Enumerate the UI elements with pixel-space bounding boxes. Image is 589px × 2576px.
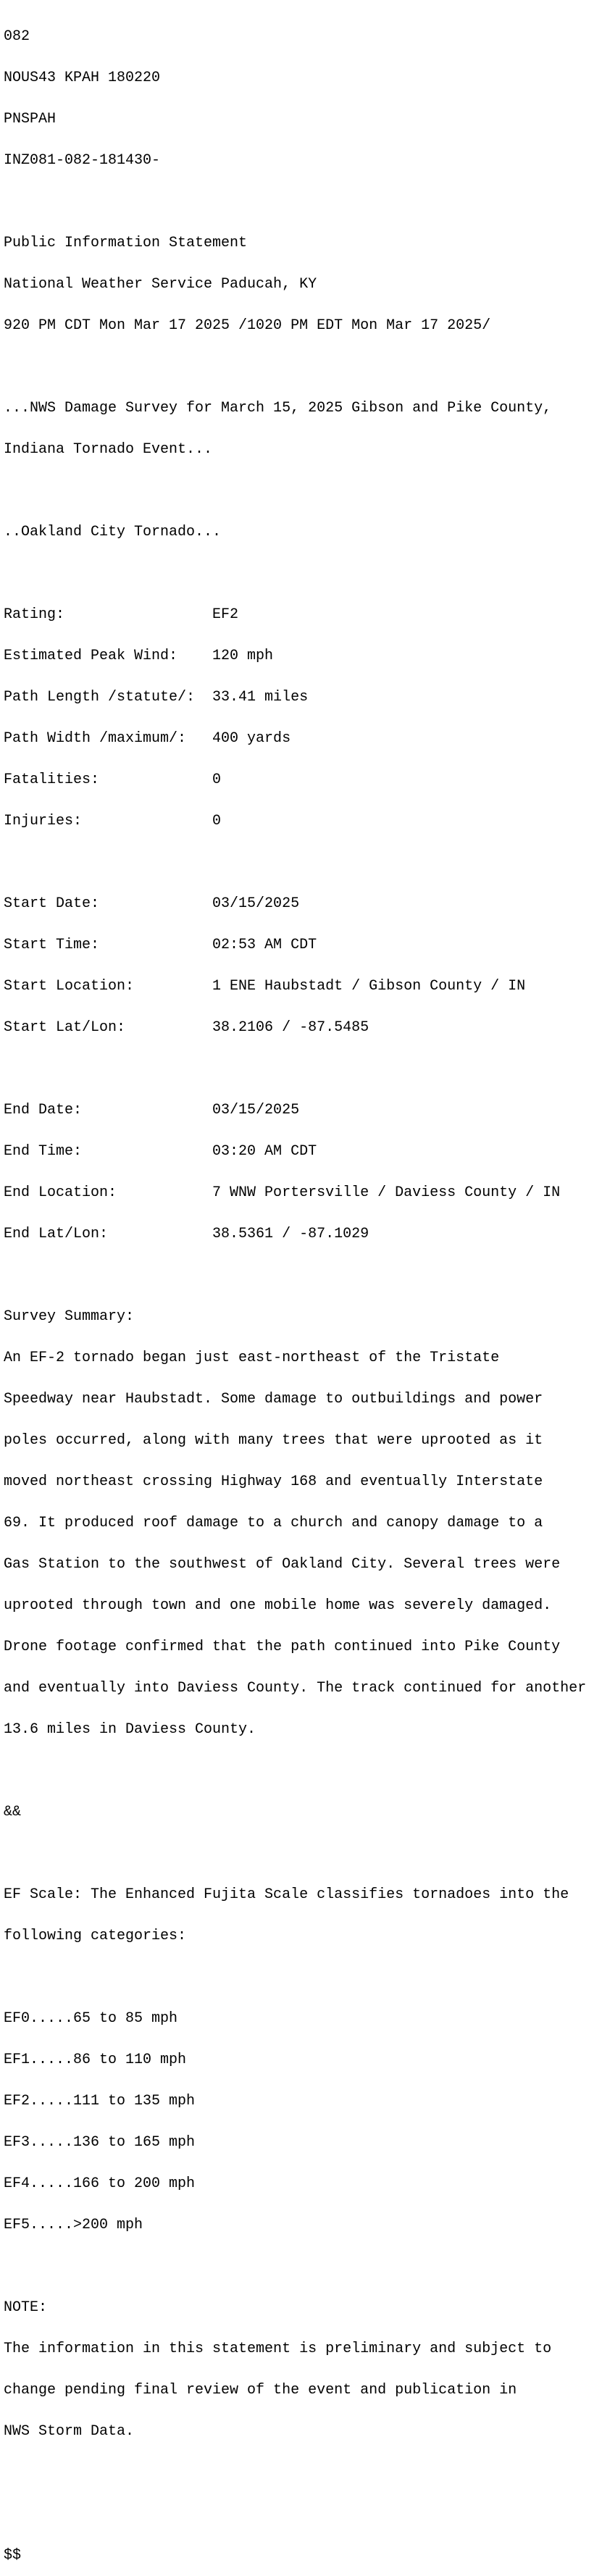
injuries-row: Injuries: 0 [4, 813, 222, 829]
product-sequence: 082 [4, 28, 30, 45]
rating-row: Rating: EF2 [4, 606, 239, 623]
issuing-office: National Weather Service Paducah, KY [4, 276, 317, 293]
ugc-line: INZ081-082-181430- [4, 152, 161, 169]
survey-line: 13.6 miles in Daviess County. [4, 1721, 256, 1738]
ef-scale-row: EF2.....111 to 135 mph [4, 2093, 196, 2109]
headline-line: Indiana Tornado Event... [4, 441, 213, 458]
start-date-row: Start Date: 03/15/2025 [4, 895, 300, 912]
note-line: The information in this statement is preliminary and subject to [4, 2341, 552, 2357]
ef-scale-row: EF4.....166 to 200 mph [4, 2175, 196, 2192]
blank-line [4, 2466, 589, 2480]
blank-line [4, 566, 589, 580]
event-name: ..Oakland City Tornado... [4, 524, 222, 540]
end-latlon-row: End Lat/Lon: 38.5361 / -87.1029 [4, 1226, 369, 1242]
ef-scale-intro: EF Scale: The Enhanced Fujita Scale classifies tornadoes into the [4, 1886, 569, 1903]
wmo-heading: NOUS43 KPAH 180220 [4, 70, 161, 86]
survey-line: and eventually into Daviess County. The track continued for another [4, 1680, 587, 1697]
start-time-row: Start Time: 02:53 AM CDT [4, 937, 317, 953]
end-date-row: End Date: 03/15/2025 [4, 1102, 300, 1118]
ef-scale-row: EF0.....65 to 85 mph [4, 2010, 178, 2027]
start-latlon-row: Start Lat/Lon: 38.2106 / -87.5485 [4, 1019, 369, 1036]
end-location-row: End Location: 7 WNW Portersville / Daviess County / IN [4, 1184, 561, 1201]
blank-line [4, 195, 589, 209]
survey-line: Drone footage confirmed that the path continued into Pike County [4, 1639, 561, 1655]
path-width-row: Path Width /maximum/: 400 yards [4, 730, 291, 747]
blank-line [4, 1970, 589, 1984]
headline-line: ...NWS Damage Survey for March 15, 2025 Gibson and Pike County, [4, 400, 552, 417]
issue-time: 920 PM CDT Mon Mar 17 2025 /1020 PM EDT Mon Mar 17 2025/ [4, 317, 491, 334]
note-line: NWS Storm Data. [4, 2423, 135, 2440]
blank-line [4, 360, 589, 374]
path-length-row: Path Length /statute/: 33.41 miles [4, 689, 309, 706]
blank-line [4, 1764, 589, 1778]
start-location-row: Start Location: 1 ENE Haubstadt / Gibson County / IN [4, 978, 526, 995]
section-separator: && [4, 1804, 22, 1820]
survey-line: 69. It produced roof damage to a church and canopy damage to a [4, 1515, 543, 1531]
ef-scale-row: EF5.....>200 mph [4, 2217, 143, 2233]
blank-line [4, 2259, 589, 2273]
ef-scale-intro: following categories: [4, 1928, 187, 1944]
fatalities-row: Fatalities: 0 [4, 771, 222, 788]
blank-line [4, 2507, 589, 2521]
blank-line [4, 856, 589, 869]
note-heading: NOTE: [4, 2299, 48, 2316]
statement-title: Public Information Statement [4, 235, 248, 251]
peak-wind-row: Estimated Peak Wind: 120 mph [4, 648, 274, 664]
blank-line [4, 1847, 589, 1860]
ef-scale-row: EF1.....86 to 110 mph [4, 2052, 187, 2068]
ef-scale-row: EF3.....136 to 165 mph [4, 2134, 196, 2151]
end-time-row: End Time: 03:20 AM CDT [4, 1143, 317, 1160]
note-line: change pending final review of the event and publication in [4, 2382, 517, 2399]
awips-id: PNSPAH [4, 111, 57, 127]
survey-line: Gas Station to the southwest of Oakland City. Several trees were [4, 1556, 561, 1573]
blank-line [4, 1268, 589, 1282]
survey-line: An EF-2 tornado began just east-northeast of the Tristate [4, 1350, 500, 1366]
survey-line: Speedway near Haubstadt. Some damage to outbuildings and power [4, 1391, 543, 1408]
end-of-product-marker: $$ [4, 2547, 22, 2564]
blank-line [4, 1062, 589, 1076]
survey-line: poles occurred, along with many trees that were uprooted as it [4, 1432, 543, 1449]
survey-line: uprooted through town and one mobile home was severely damaged. [4, 1597, 552, 1614]
blank-line [4, 484, 589, 498]
survey-line: moved northeast crossing Highway 168 and eventually Interstate [4, 1473, 543, 1490]
survey-heading: Survey Summary: [4, 1308, 135, 1325]
